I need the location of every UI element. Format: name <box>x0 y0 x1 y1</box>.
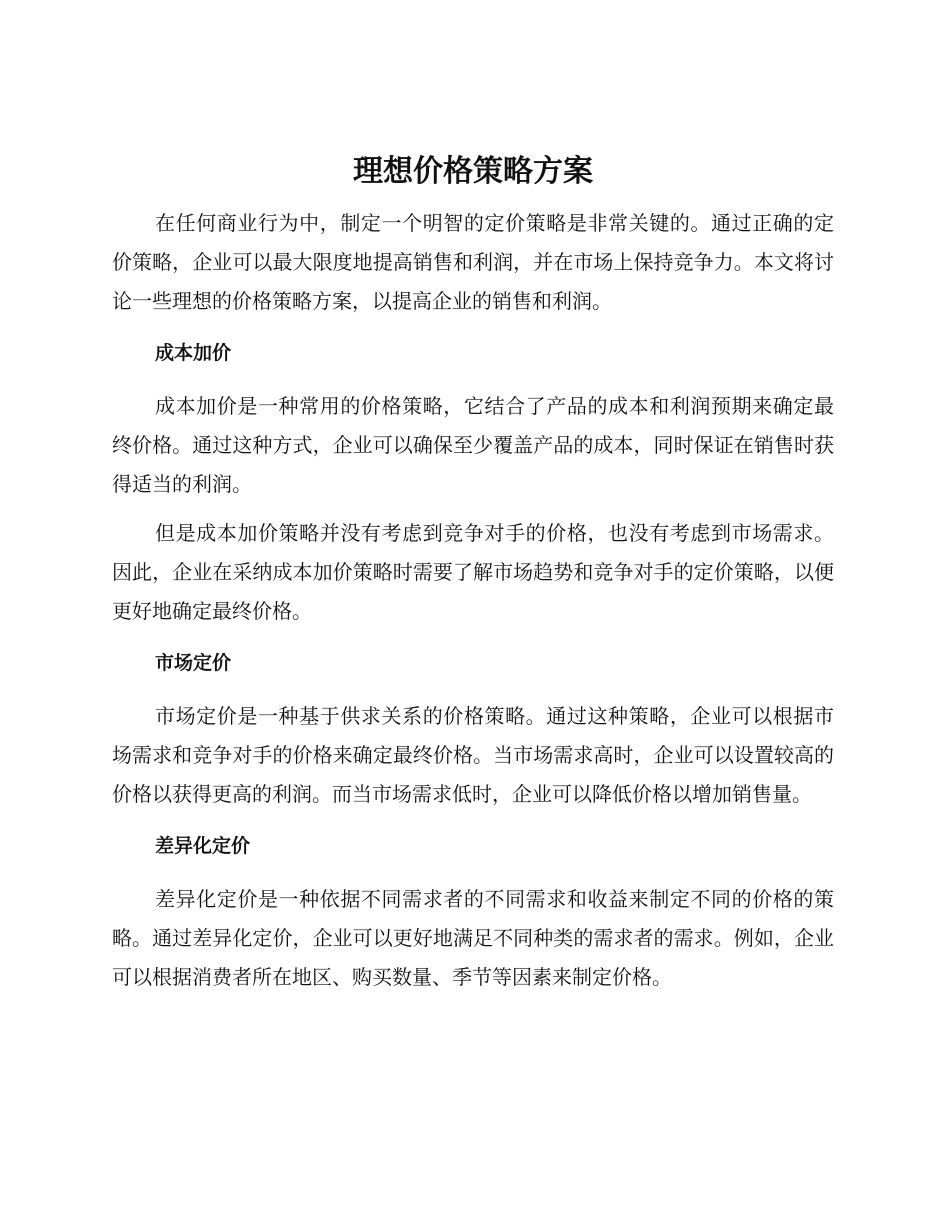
cost-plus-paragraph-2: 但是成本加价策略并没有考虑到竞争对手的价格，也没有考虑到市场需求。因此，企业在采纳成本加价策略时需要了解市场趋势和竞争对手的定价策略，以便更好地确定最终价格。 <box>112 521 834 623</box>
differentiated-pricing-paragraph: 差异化定价是一种依据不同需求者的不同需求和收益来制定不同的价格的策略。通过差异化定价，企业可以更好地满足不同种类的需求者的需求。例如，企业可以根据消费者所在地区、购买数量、季节等因素来制定价格。 <box>112 887 834 989</box>
section-heading-cost-plus: 成本加价 <box>155 342 232 364</box>
section-heading-market-pricing: 市场定价 <box>155 652 232 674</box>
intro-paragraph: 在任何商业行为中，制定一个明智的定价策略是非常关键的。通过正确的定价策略，企业可以最大限度地提高销售和利润，并在市场上保持竞争力。本文将讨论一些理想的价格策略方案，以提高企业的销售和利润。 <box>112 211 834 313</box>
section-heading-differentiated-pricing: 差异化定价 <box>155 835 251 857</box>
document-title: 理想价格策略方案 <box>353 154 593 189</box>
cost-plus-paragraph-1: 成本加价是一种常用的价格策略，它结合了产品的成本和利润预期来确定最终价格。通过这种方式，企业可以确保至少覆盖产品的成本，同时保证在销售时获得适当的利润。 <box>112 394 834 496</box>
market-pricing-paragraph: 市场定价是一种基于供求关系的价格策略。通过这种策略，企业可以根据市场需求和竞争对手的价格来确定最终价格。当市场需求高时，企业可以设置较高的价格以获得更高的利润。而当市场需求低时，企业可以降低价格以增加销售量。 <box>112 704 834 806</box>
